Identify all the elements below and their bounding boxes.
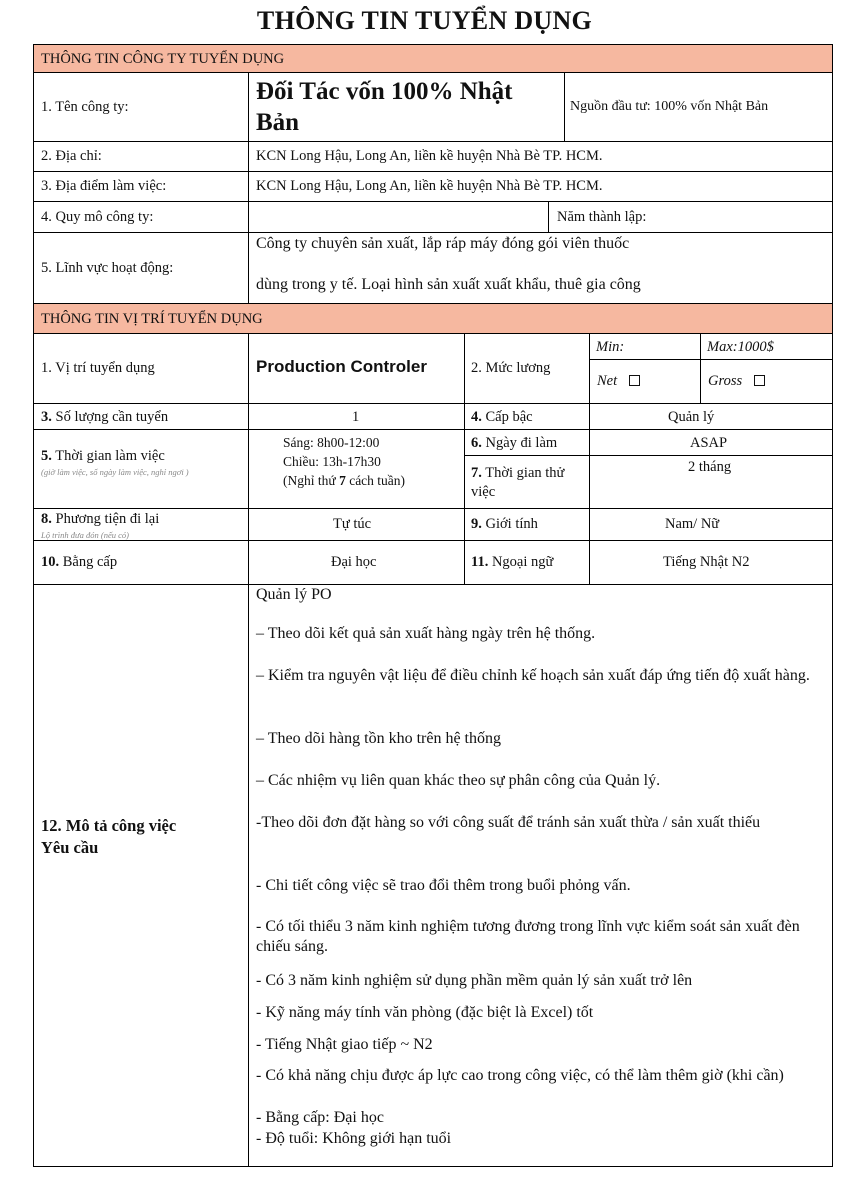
worktime-line-3c: cách tuần) — [345, 473, 406, 488]
transport-value: Tự túc — [333, 516, 372, 532]
level-label-text: Cấp bậc — [481, 409, 533, 425]
description-item: - Kỹ năng máy tính văn phòng (đặc biệt là Excel) tốt — [256, 1004, 594, 1021]
net-checkbox[interactable] — [629, 375, 640, 386]
rule — [33, 333, 833, 334]
rule — [464, 455, 833, 456]
rule — [33, 201, 833, 202]
language-value: Tiếng Nhật N2 — [663, 554, 750, 570]
worktime-line-3b: 7 — [339, 473, 346, 488]
description-item: – Kiểm tra nguyên vật liệu để điều chỉnh kế hoạch sản xuất đáp ứng tiến độ xuất hàng. — [256, 667, 810, 684]
description-item: – Theo dõi hàng tồn kho trên hệ thống — [256, 730, 501, 747]
start-date-label-text: Ngày đi làm — [481, 435, 558, 451]
rule — [33, 540, 833, 541]
company-scale-label: 4. Quy mô công ty: — [41, 209, 154, 225]
rule — [33, 429, 833, 430]
worktime-number: 5. — [41, 448, 52, 464]
start-date-label — [471, 434, 557, 452]
worktime-label-text: Thời gian làm việc — [51, 448, 165, 464]
description-item: Quản lý PO — [256, 586, 332, 603]
level-value: Quản lý — [668, 409, 715, 425]
description-item: - Tiếng Nhật giao tiếp ~ N2 — [256, 1036, 433, 1053]
level-label — [471, 408, 533, 426]
level-number: 4. — [471, 409, 482, 425]
position-value: Production Controler — [256, 357, 427, 376]
quantity-value: 1 — [352, 409, 360, 425]
description-label: 12. Mô tả công việc Yêu cầu — [41, 816, 177, 857]
company-name-label: 1. Tên công ty: — [41, 99, 129, 115]
degree-value: Đại học — [331, 554, 377, 570]
start-date-value: ASAP — [690, 435, 728, 451]
rule — [33, 508, 833, 509]
rule — [33, 141, 833, 142]
rule — [33, 44, 34, 1167]
description-item: -Theo dõi đơn đặt hàng so với công suất để tránh sản xuất thừa / sản xuất thiếu — [256, 814, 761, 831]
gender-value: Nam/ Nữ — [665, 516, 720, 532]
business-field-line-1: Công ty chuyên sản xuất, lắp ráp máy đóng gói viên thuốc — [256, 235, 630, 252]
rule — [33, 303, 833, 304]
rule — [33, 232, 833, 233]
gross-checkbox[interactable] — [754, 375, 765, 386]
description-item: – Các nhiệm vụ liên quan khác theo sự phân công của Quản lý. — [256, 772, 661, 789]
salary-min: Min: — [596, 339, 625, 355]
investment-source: Nguồn đầu tư: 100% vốn Nhật Bản — [570, 99, 769, 114]
business-field-line-2: dùng trong y tế. Loại hình sản xuất xuất khẩu, thuê gia công — [256, 276, 641, 293]
degree-number: 10. — [41, 554, 60, 570]
company-section-header: THÔNG TIN CÔNG TY TUYỂN DỤNG — [41, 51, 285, 67]
salary-label: 2. Mức lương — [471, 360, 551, 376]
rule — [248, 72, 249, 303]
address-label: 2. Địa chỉ: — [41, 148, 102, 164]
transport-number: 8. — [41, 511, 52, 527]
salary-gross-option — [708, 372, 765, 390]
gender-number: 9. — [471, 516, 482, 532]
quantity-number: 3. — [41, 409, 52, 425]
rule — [589, 333, 590, 584]
probation-number: 7. — [471, 465, 482, 481]
rule — [832, 44, 833, 1167]
rule — [248, 333, 249, 1167]
net-label: Net — [597, 373, 618, 389]
description-item: - Chi tiết công việc sẽ trao đổi thêm trong buổi phỏng vấn. — [256, 877, 631, 894]
rule — [589, 359, 833, 360]
description-item: - Có 3 năm kinh nghiệm sử dụng phần mềm quản lý sản xuất trở lên — [256, 972, 693, 989]
description-item: - Có tối thiểu 3 năm kinh nghiệm tương đương trong lĩnh vực kiểm soát sản xuất đèn chiếu sáng. — [256, 918, 800, 955]
language-number: 11. — [471, 554, 489, 570]
worktime-note: (giờ làm việc, số ngày làm việc, nghỉ ngơi ) — [41, 467, 189, 477]
rule — [548, 201, 549, 232]
rule — [564, 72, 565, 141]
founded-year-label: Năm thành lập: — [557, 209, 647, 225]
workplace-value: KCN Long Hậu, Long An, liền kề huyện Nhà Bè TP. HCM. — [256, 178, 603, 194]
workplace-label: 3. Địa điểm làm việc: — [41, 178, 167, 194]
rule — [33, 1166, 833, 1167]
gender-label-text: Giới tính — [481, 516, 538, 532]
rule — [700, 333, 701, 403]
rule — [33, 72, 833, 73]
description-item: - Độ tuổi: Không giới hạn tuổi — [256, 1130, 452, 1147]
position-label: 1. Vị trí tuyển dụng — [41, 360, 155, 376]
rule — [464, 333, 465, 584]
position-section-header: THÔNG TIN VỊ TRÍ TUYỂN DỤNG — [41, 311, 263, 327]
probation-value: 2 tháng — [688, 459, 732, 475]
probation-label-text: Thời gian thử việc — [471, 465, 565, 500]
worktime-line-3a: (Nghỉ thứ — [283, 473, 340, 488]
address-value: KCN Long Hậu, Long An, liền kề huyện Nhà Bè TP. HCM. — [256, 148, 603, 164]
description-item: - Bằng cấp: Đại học — [256, 1109, 384, 1126]
description-item: – Theo dõi kết quả sản xuất hàng ngày trên hệ thống. — [256, 625, 596, 642]
salary-net-option — [597, 372, 640, 390]
rule — [33, 403, 833, 404]
salary-max: Max:1000$ — [707, 339, 774, 355]
degree-label-text: Bằng cấp — [59, 554, 118, 570]
start-date-number: 6. — [471, 435, 482, 451]
transport-note: Lộ trình đưa đón (nếu có) — [41, 530, 129, 540]
page-title: THÔNG TIN TUYỂN DỤNG — [256, 6, 593, 35]
gender-label — [471, 515, 538, 533]
transport-label-text: Phương tiện đi lại — [51, 511, 160, 527]
rule — [33, 171, 833, 172]
company-name-value: Đối Tác vốn 100% Nhật Bản — [256, 78, 513, 136]
language-label-text: Ngoại ngữ — [488, 554, 554, 570]
worktime-line-3 — [283, 471, 405, 490]
degree-label — [41, 553, 117, 571]
gross-label: Gross — [708, 373, 743, 389]
business-field-label: 5. Lĩnh vực hoạt động: — [41, 260, 174, 276]
probation-label — [471, 464, 586, 502]
quantity-label-text: Số lượng cần tuyển — [51, 409, 169, 425]
worktime-line-1: Sáng: 8h00-12:00 — [283, 435, 380, 450]
description-item: - Có khả năng chịu được áp lực cao trong công việc, có thể làm thêm giờ (khi cần) — [256, 1067, 784, 1084]
language-label — [471, 553, 553, 571]
rule — [33, 44, 833, 45]
quantity-label — [41, 408, 168, 426]
worktime-line-2: Chiều: 13h-17h30 — [283, 454, 381, 469]
